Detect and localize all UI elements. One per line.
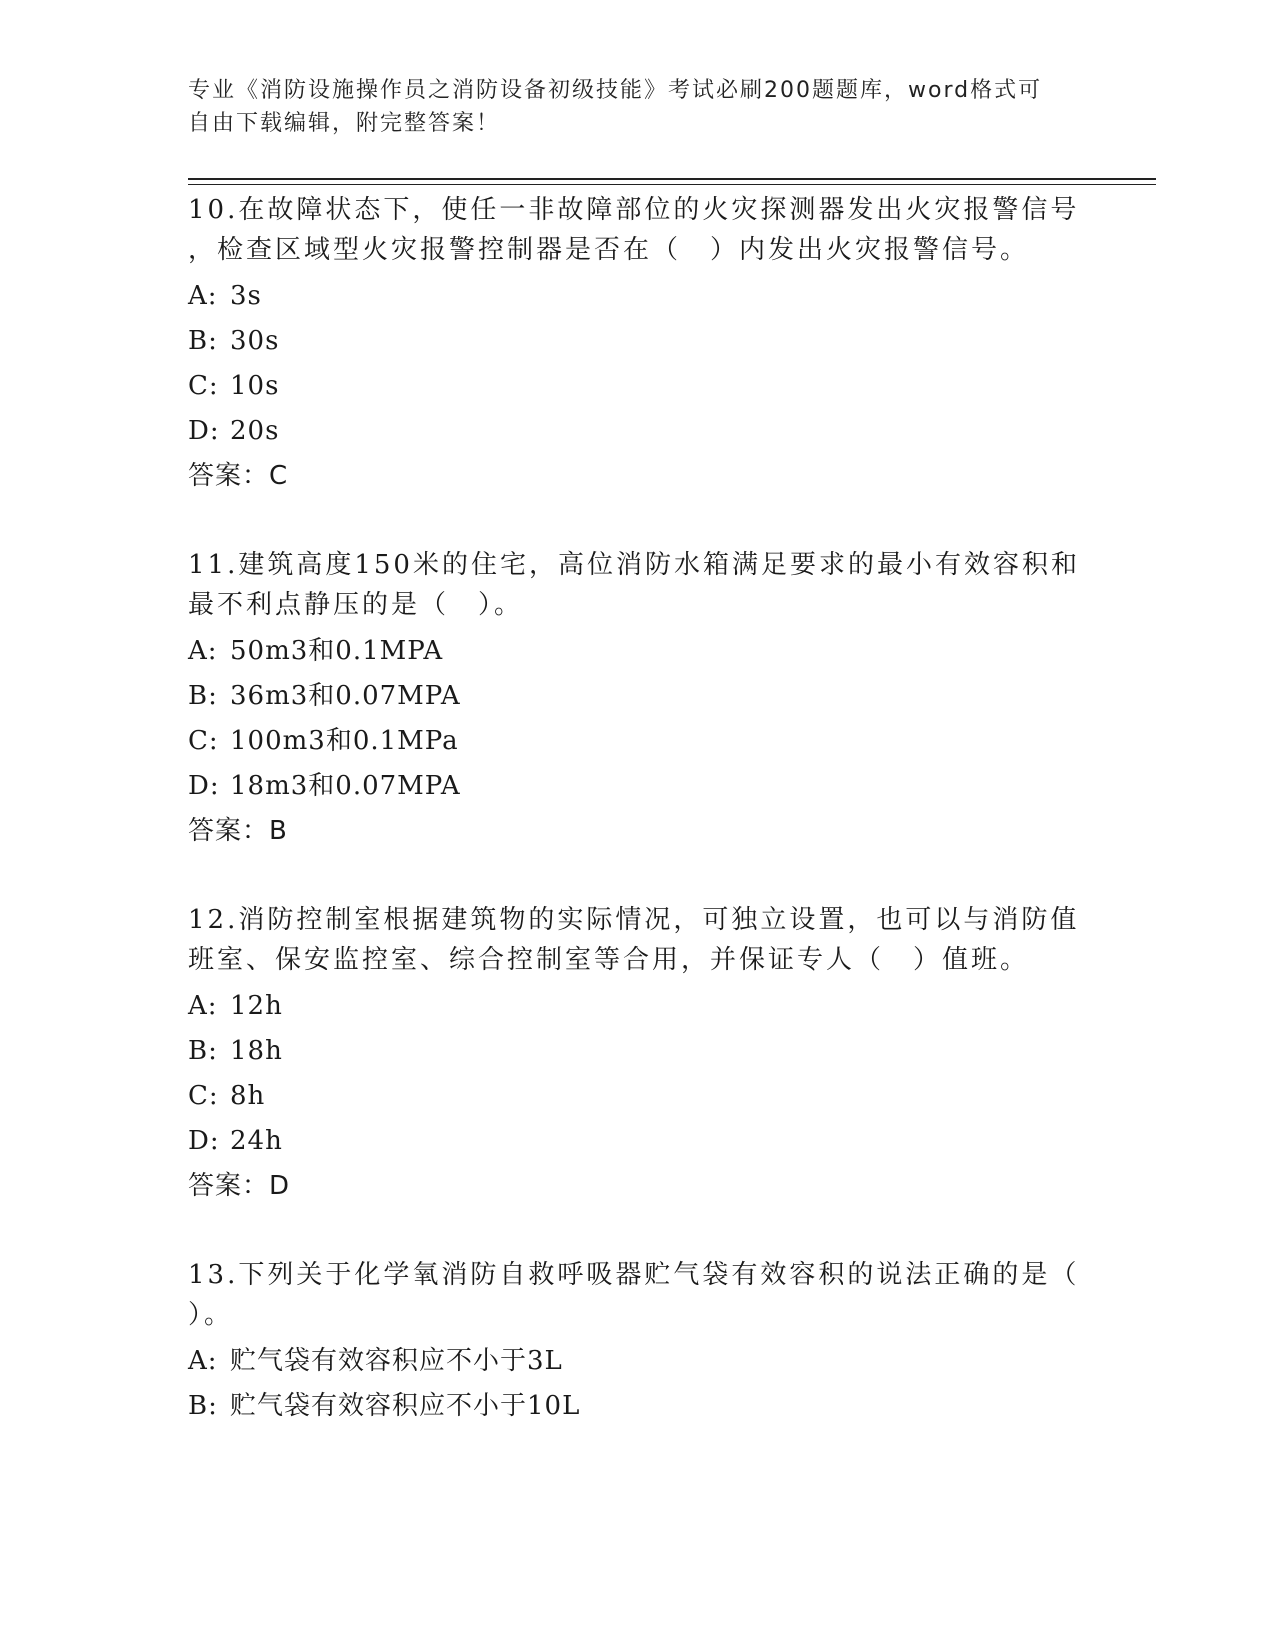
- option-c: [188, 719, 1088, 764]
- option-text: 50m3和0.1MPA: [230, 636, 444, 666]
- question-stem-line: 最不利点静压的是（ ）。: [188, 590, 524, 620]
- option-c: [188, 1074, 1088, 1119]
- option-a: [188, 629, 1088, 674]
- option-b: [188, 674, 1088, 719]
- answer-line: 答案：C: [188, 461, 289, 491]
- option-text: 100m3和0.1MPa: [230, 726, 459, 756]
- option-a: [188, 984, 1088, 1029]
- question-stem-line: 班室、保安监控室、综合控制室等合用，并保证专人（ ）值班。: [188, 945, 1030, 975]
- question-12: [188, 900, 1088, 1209]
- answer-line: 答案：D: [188, 1171, 291, 1201]
- question-stem: [188, 900, 1088, 980]
- question-stem: [188, 545, 1088, 625]
- option-b: [188, 1029, 1088, 1074]
- header-line-2: 自由下载编辑，附完整答案！: [188, 111, 501, 136]
- option-text: 10s: [230, 371, 280, 401]
- option-letter: A:: [188, 636, 218, 666]
- option-a: [188, 274, 1088, 319]
- question-stem-line: ，检查区域型火灾报警控制器是否在（ ）内发出火灾报警信号。: [188, 235, 1030, 265]
- question-10: [188, 190, 1088, 499]
- header-divider-thick: [188, 178, 1156, 180]
- option-text: 30s: [230, 326, 280, 356]
- option-text: 18h: [230, 1036, 283, 1066]
- document-header: [188, 74, 1068, 140]
- option-text: 12h: [230, 991, 283, 1021]
- question-stem-line: 10.在故障状态下，使任一非故障部位的火灾探测器发出火灾报警信号: [188, 195, 1080, 225]
- option-letter: D:: [188, 771, 220, 801]
- option-letter: A:: [188, 1346, 218, 1376]
- question-11: [188, 545, 1088, 854]
- option-letter: A:: [188, 281, 218, 311]
- option-letter: B:: [188, 1036, 218, 1066]
- option-b: [188, 1384, 1088, 1429]
- option-a: [188, 1339, 1088, 1384]
- option-text: 贮气袋有效容积应不小于10L: [230, 1391, 581, 1421]
- option-text: 36m3和0.07MPA: [230, 681, 461, 711]
- question-stem-line: 11.建筑高度150米的住宅，高位消防水箱满足要求的最小有效容积和: [188, 550, 1080, 580]
- option-letter: C:: [188, 371, 219, 401]
- question-stem: [188, 1255, 1088, 1335]
- option-letter: D:: [188, 1126, 220, 1156]
- option-letter: D:: [188, 416, 220, 446]
- option-text: 18m3和0.07MPA: [230, 771, 461, 801]
- option-text: 24h: [230, 1126, 283, 1156]
- option-text: 3s: [230, 281, 262, 311]
- question-list: [188, 190, 1088, 1475]
- option-b: [188, 319, 1088, 364]
- option-text: 20s: [230, 416, 280, 446]
- option-letter: B:: [188, 1391, 218, 1421]
- option-letter: B:: [188, 326, 218, 356]
- option-d: [188, 409, 1088, 454]
- option-letter: C:: [188, 726, 219, 756]
- question-stem-line: 12.消防控制室根据建筑物的实际情况，可独立设置，也可以与消防值: [188, 905, 1080, 935]
- option-letter: B:: [188, 681, 218, 711]
- question-stem-line: ）。: [188, 1300, 234, 1330]
- question-stem: [188, 190, 1088, 270]
- option-d: [188, 764, 1088, 809]
- option-text: 贮气袋有效容积应不小于3L: [230, 1346, 563, 1376]
- option-c: [188, 364, 1088, 409]
- question-13: [188, 1255, 1088, 1429]
- option-text: 8h: [230, 1081, 266, 1111]
- option-d: [188, 1119, 1088, 1164]
- header-divider-thin: [188, 184, 1156, 185]
- answer-line: 答案：B: [188, 816, 288, 846]
- question-stem-line: 13.下列关于化学氧消防自救呼吸器贮气袋有效容积的说法正确的是（: [188, 1260, 1080, 1290]
- header-line-1: 专业《消防设施操作员之消防设备初级技能》考试必刷200题题库，word格式可: [188, 78, 1043, 103]
- option-letter: A:: [188, 991, 218, 1021]
- option-letter: C:: [188, 1081, 219, 1111]
